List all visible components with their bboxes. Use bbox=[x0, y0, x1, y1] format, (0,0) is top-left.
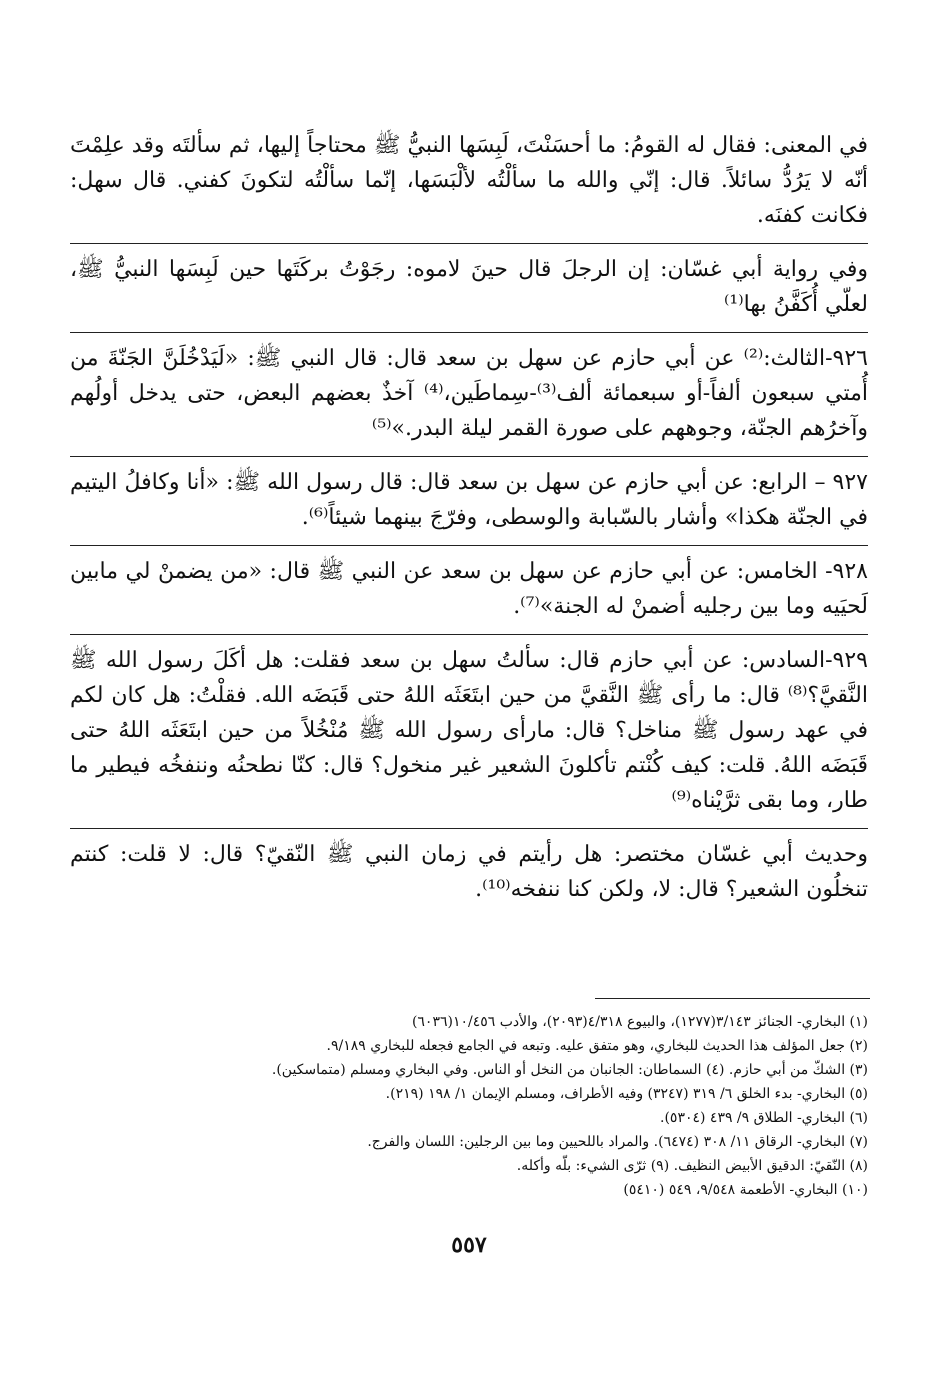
paragraph-abu-ghassan-summary: وحديث أبي غسّان مختصر: هل رأيتم في زمان النبي ﷺ النّقيّ؟ قال: لا قلت: كنتم تنخلُون الشعير؟ قال: لا، ولكن كنا ننفخه⁽¹⁰⁾. bbox=[70, 842, 868, 902]
paragraph-divider bbox=[70, 828, 868, 829]
paragraph-divider bbox=[70, 545, 868, 546]
hadith-928: ٩٢٨- الخامس: عن أبي حازم عن سهل بن سعد عن النبي ﷺ قال: «من يضمنْ لي مابين لَحيَيه وما بين رجليه أضمنْ له الجنة»⁽⁷⁾. bbox=[70, 559, 868, 619]
paragraph-divider bbox=[70, 456, 868, 457]
page-number: ٥٥٧ bbox=[451, 1232, 487, 1258]
hadith-929: ٩٢٩-السادس: عن أبي حازم قال: سألتُ سهل بن سعد فقلت: هل أكَلَ رسول الله ﷺ النَّقيَّ؟⁽⁸⁾ قال: ما رأى ﷺ النَّقيَّ من حين ابتَعَثَه اللهُ حتى قَبَضَه الله. فقلْتُ: هل كان لكم في عهد رسول ﷺ مناخل؟ قال: مارأى رسول الله ﷺ مُنْخُلاً من حين ابتَعَثَه اللهُ حتى قَبَضَه اللهُ. قلت: كيف كُنْتم تأكلونَ الشعير غير منخول؟ قال: كنّا نطحنُه وننفخُه فيطير ما طار، وما بقى ثرَّيْناه⁽⁹⁾ bbox=[70, 648, 868, 813]
hadith-926: ٩٢٦-الثالث:⁽²⁾ عن أبي حازم عن سهل بن سعد قال: قال النبي ﷺ: «لَيَدْخُلَنَّ الجَنّةَ من أُمتي سبعون ألفاً-أو سبعمائة ألف⁽³⁾-سِماطَين،⁽⁴⁾ آخذٌ بعضهم البعض، حتى يدخل أولُهم وآخرُهم الجنّة، وجوههم على صورة القمر ليلة البدر.»⁽⁵⁾ bbox=[70, 346, 868, 441]
footnote-8-9: (٨) النّقيّ: الدقيق الأبيض النظيف. (٩) ثرّى الشيء: بلّه وأكله. bbox=[516, 1158, 868, 1174]
paragraph-opening: في المعنى: فقال له القومُ: ما أحسَنْتَ، لَبِسَها النبيُّ ﷺ محتاجاً إليها، ثم سألتَه وقد علِمْتَ أنّه لا يَرُدُّ سائلاً. قال: إنّي والله ما سألْتُه لألْبَسَها، إنّما سألْتُه لتكونَ كفني. قال سهل: فكانت كفنَه. bbox=[70, 133, 868, 228]
main-text-body bbox=[70, 128, 868, 917]
paragraph-divider bbox=[70, 634, 868, 635]
paragraph-divider bbox=[70, 243, 868, 244]
footnote-7: (٧) البخاري- الرقاق ١١/ ٣٠٨ (٦٤٧٤). والمراد باللحيين وما بين الرجلين: اللسان والفرج. bbox=[367, 1134, 868, 1150]
footnote-separator bbox=[595, 998, 870, 999]
footnote-2: (٢) جعل المؤلف هذا الحديث للبخاري، وهو متفق عليه. وتبعه في الجامع فجعله للبخاري ٩/١٨٩. bbox=[326, 1038, 868, 1054]
paragraph-divider bbox=[70, 332, 868, 333]
hadith-927: ٩٢٧ – الرابع: عن أبي حازم عن سهل بن سعد قال: قال رسول الله ﷺ: «أنا وكافلُ اليتيم في الجنّة هكذا» وأشار بالسّبابة والوسطى، وفرّجَ بينهما شيئاً⁽⁶⁾. bbox=[70, 470, 868, 530]
footnotes-section bbox=[70, 1010, 868, 1202]
footnote-10: (١٠) البخاري- الأطعمة ٩/٥٤٨، ٥٤٩ (٥٤١٠) bbox=[623, 1182, 868, 1198]
paragraph-abu-ghassan: وفي رواية أبي غسّان: إن الرجلَ قال حينَ لاموه: رجَوْتُ بركَتَها حين لَبِسَها النبيُّ ﷺ، لعلّي أُكَفَّنُ بها⁽¹⁾ bbox=[70, 257, 868, 317]
footnote-6: (٦) البخاري- الطلاق ٩/ ٤٣٩ (٥٣٠٤). bbox=[660, 1110, 868, 1126]
footnote-1: (١) البخاري- الجنائز ٣/١٤٣(١٢٧٧)، والبيوع ٤/٣١٨(٢٠٩٣)، والأدب ١٠/٤٥٦(٦٠٣٦) bbox=[411, 1014, 868, 1030]
footnote-5: (٥) البخاري- بدء الخلق ٦/ ٣١٩ (٣٢٤٧) وفيه الأطراف، ومسلم الإيمان ١/ ١٩٨ (٢١٩). bbox=[385, 1086, 868, 1102]
footnote-3-4: (٣) الشكّ من أبي حازم. (٤) السماطان: الجانبان من النخل أو الناس. وفي البخاري ومسلم (متماسكين). bbox=[271, 1062, 868, 1078]
